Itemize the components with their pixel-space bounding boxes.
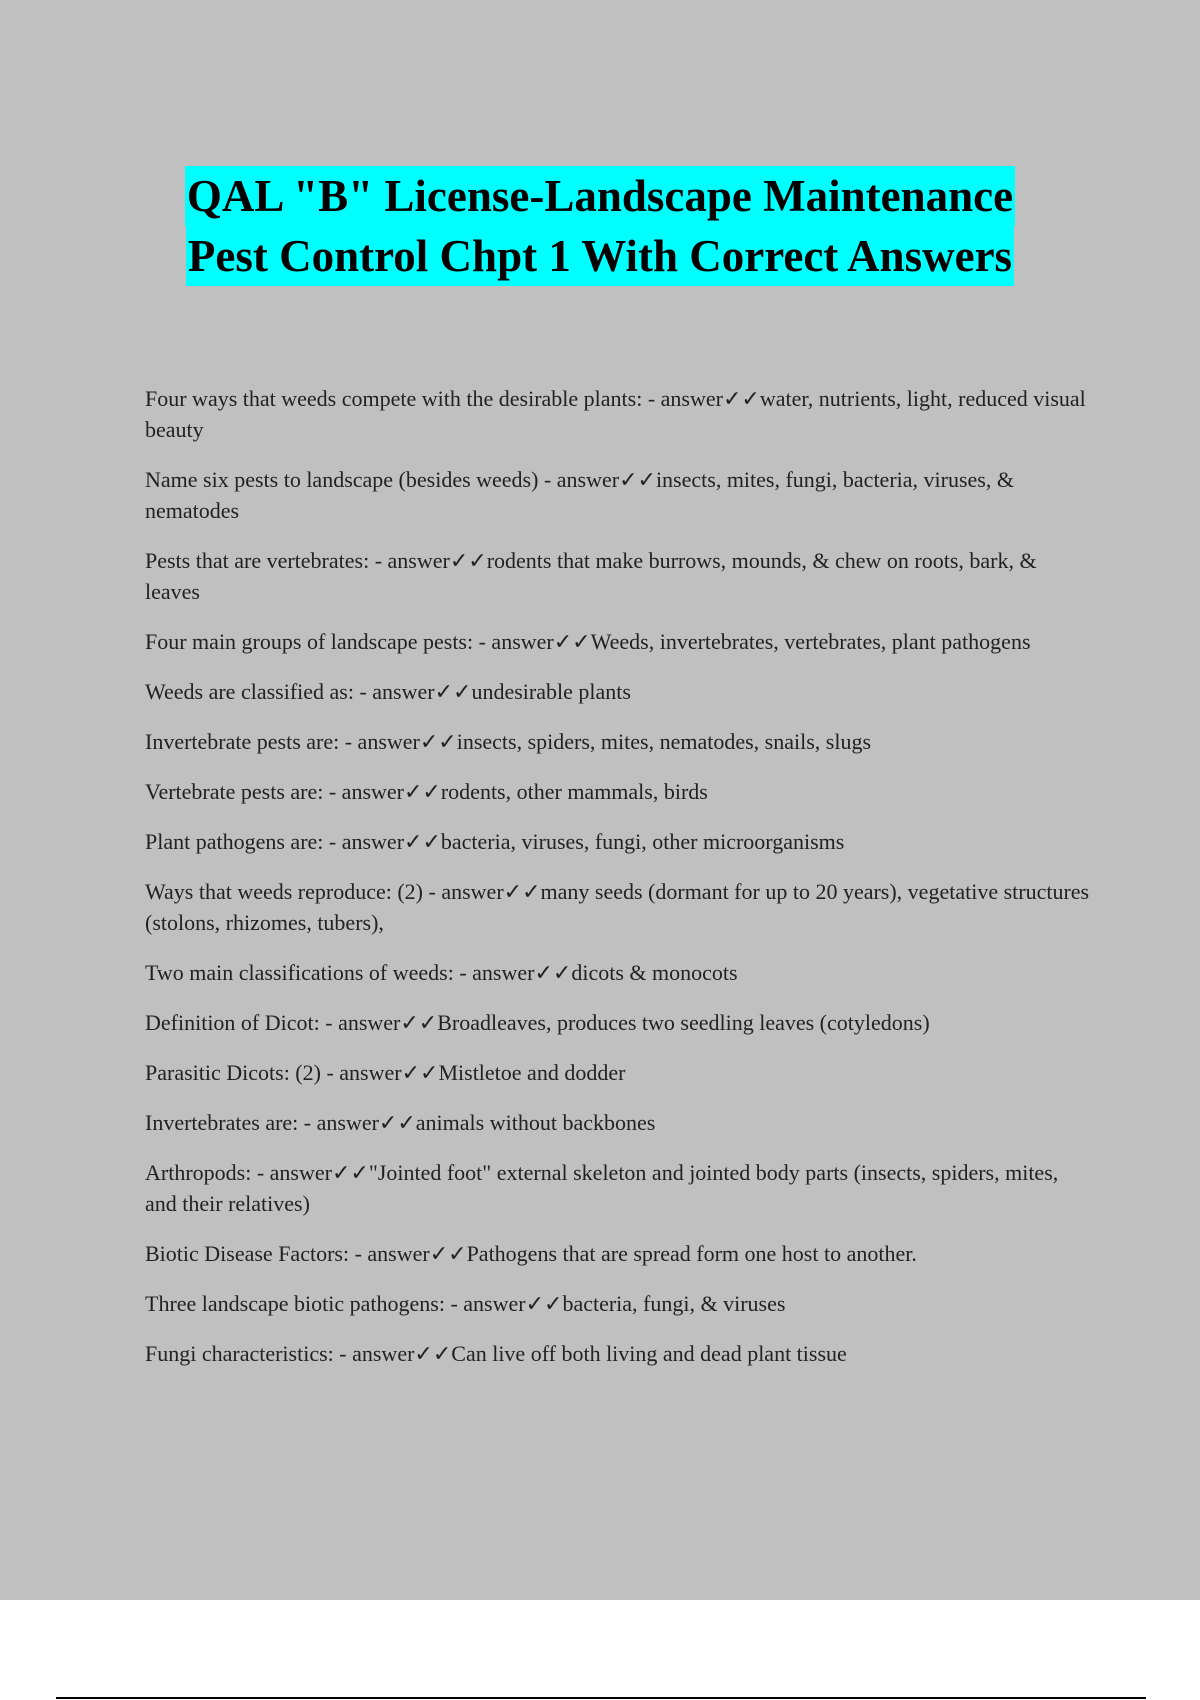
title-line-2: Pest Control Chpt 1 With Correct Answers	[186, 226, 1014, 286]
qa-item: Vertebrate pests are: - answer✓✓rodents, other mammals, birds	[145, 779, 708, 804]
qa-item: Four ways that weeds compete with the desirable plants: - answer✓✓water, nutrients, light, reduced visual beauty	[145, 386, 1086, 442]
qa-item: Invertebrates are: - answer✓✓animals without backbones	[145, 1110, 656, 1135]
title-line-1: QAL "B" License-Landscape Maintenance	[185, 166, 1015, 226]
qa-item: Two main classifications of weeds: - answer✓✓dicots & monocots	[145, 960, 738, 985]
qa-item: Three landscape biotic pathogens: - answer✓✓bacteria, fungi, & viruses	[145, 1291, 786, 1316]
qa-item: Ways that weeds reproduce: (2) - answer✓✓many seeds (dormant for up to 20 years), vegetative structures (stolons, rhizomes, tubers),	[145, 879, 1090, 935]
qa-item: Name six pests to landscape (besides weeds) - answer✓✓insects, mites, fungi, bacteria, viruses, & nematodes	[145, 467, 1014, 523]
qa-item: Invertebrate pests are: - answer✓✓insects, spiders, mites, nematodes, snails, slugs	[145, 729, 872, 754]
qa-item: Arthropods: - answer✓✓"Jointed foot" external skeleton and jointed body parts (insects, spiders, mites, and their relatives)	[145, 1160, 1059, 1216]
document-title	[0, 166, 1200, 286]
qa-item: Definition of Dicot: - answer✓✓Broadleaves, produces two seedling leaves (cotyledons)	[145, 1010, 930, 1035]
qa-item: Fungi characteristics: - answer✓✓Can live off both living and dead plant tissue	[145, 1341, 847, 1366]
qa-item: Plant pathogens are: - answer✓✓bacteria, viruses, fungi, other microorganisms	[145, 829, 845, 854]
qa-item: Parasitic Dicots: (2) - answer✓✓Mistletoe and dodder	[145, 1060, 626, 1085]
qa-item: Weeds are classified as: - answer✓✓undesirable plants	[145, 679, 631, 704]
qa-item: Biotic Disease Factors: - answer✓✓Pathogens that are spread form one host to another.	[145, 1241, 917, 1266]
qa-item: Pests that are vertebrates: - answer✓✓rodents that make burrows, mounds, & chew on roots, bark, & leaves	[145, 548, 1037, 604]
question-answer-list	[145, 383, 1095, 1388]
qa-item: Four main groups of landscape pests: - answer✓✓Weeds, invertebrates, vertebrates, plant pathogens	[145, 629, 1031, 654]
footer-divider	[56, 1697, 1146, 1699]
